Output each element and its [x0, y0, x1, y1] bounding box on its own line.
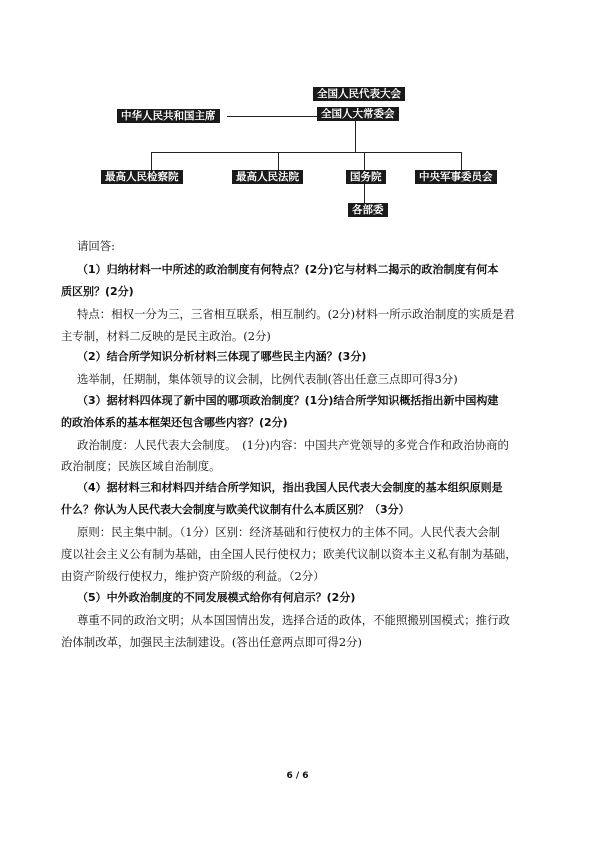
question-4-line-2: 什么？你认为人民代表大会制度与欧美代议制有什么本质区别？（3分）	[61, 503, 410, 516]
prompt-line: 请回答:	[77, 239, 116, 253]
box-state-council: 国务院	[346, 170, 386, 184]
answer-1-line-2: 主专制，材料二反映的是民主政治。(2分)	[61, 329, 271, 343]
page-number: 6 / 6	[286, 771, 309, 781]
connector-ministries	[364, 184, 365, 203]
answer-4-line-2: 度以社会主义公有制为基础，由全国人民行使权力；欧美代议制以资本主义私有制为基础，	[61, 547, 517, 561]
answer-2-line: 选举制，任期制，集体领导的议会制，比例代表制(答出任意三点即可得3分)	[77, 372, 458, 386]
answer-1-line-1: 特点：相权一分为三，三省相互联系，相互制约。(2分)材料一所示政治制度的实质是君	[77, 307, 515, 321]
connector-president	[227, 116, 317, 117]
question-2-line: （2）结合所学知识分析材料三体现了哪些民主内涵？(3分)	[77, 350, 367, 363]
answer-4-line-1: 原则：民主集中制。（1分）区别：经济基础和行使权力的主体不同。人民代表大会制	[77, 525, 501, 539]
box-supreme-court: 最高人民法院	[232, 170, 303, 184]
box-ministries: 各部委	[348, 203, 388, 217]
connector-drop-cmc	[461, 152, 462, 170]
answer-4-line-3: 由资产阶级行使权力，维护资产阶级的利益。（2分）	[61, 569, 325, 583]
connector-trunk	[355, 121, 356, 153]
connector-drop-state-council	[364, 152, 365, 170]
question-1-line-2: 质区别？(2分)	[61, 285, 134, 298]
question-4-line-1: （4）据材料三和材料四并结合所学知识，指出我国人民代表大会制度的基本组织原则是	[77, 481, 503, 494]
box-npc-standing-committee: 全国人大常委会	[317, 107, 399, 121]
answer-3-line-1: 政治制度：人民代表大会制度。 (1分)内容：中国共产党领导的多党合作和政治协商的	[77, 438, 509, 452]
connector-drop-procuratorate	[151, 152, 152, 170]
question-5-line: （5）中外政治制度的不同发展模式给你有何启示？(2分)	[77, 591, 356, 604]
question-1-line-1: （1）归纳材料一中所述的政治制度有何特点？(2分)它与材料二揭示的政治制度有何本	[77, 263, 499, 276]
box-cmc: 中央军事委员会	[415, 170, 497, 184]
connector-drop-court	[278, 152, 279, 170]
box-npc: 全国人民代表大会	[313, 87, 405, 101]
political-structure-diagram	[0, 0, 595, 230]
box-president: 中华人民共和国主席	[117, 109, 220, 123]
answer-5-line-2: 治体制改革，加强民主法制建设。(答出任意两点即可得2分)	[61, 635, 362, 649]
connector-horizontal	[151, 152, 461, 153]
answer-3-line-2: 政治制度；民族区域自治制度。	[61, 459, 221, 473]
question-3-line-1: （3）据材料四体现了新中国的哪项政治制度？(1分)结合所学知识概括指出新中国构建	[77, 394, 499, 407]
question-3-line-2: 的政治体系的基本框架还包含哪些内容？(2分)	[61, 416, 288, 429]
answer-5-line-1: 尊重不同的政治文明；从本国国情出发，选择合适的政体，不能照搬别国模式；推行政	[77, 613, 510, 627]
box-procuratorate: 最高人民检察院	[101, 170, 183, 184]
